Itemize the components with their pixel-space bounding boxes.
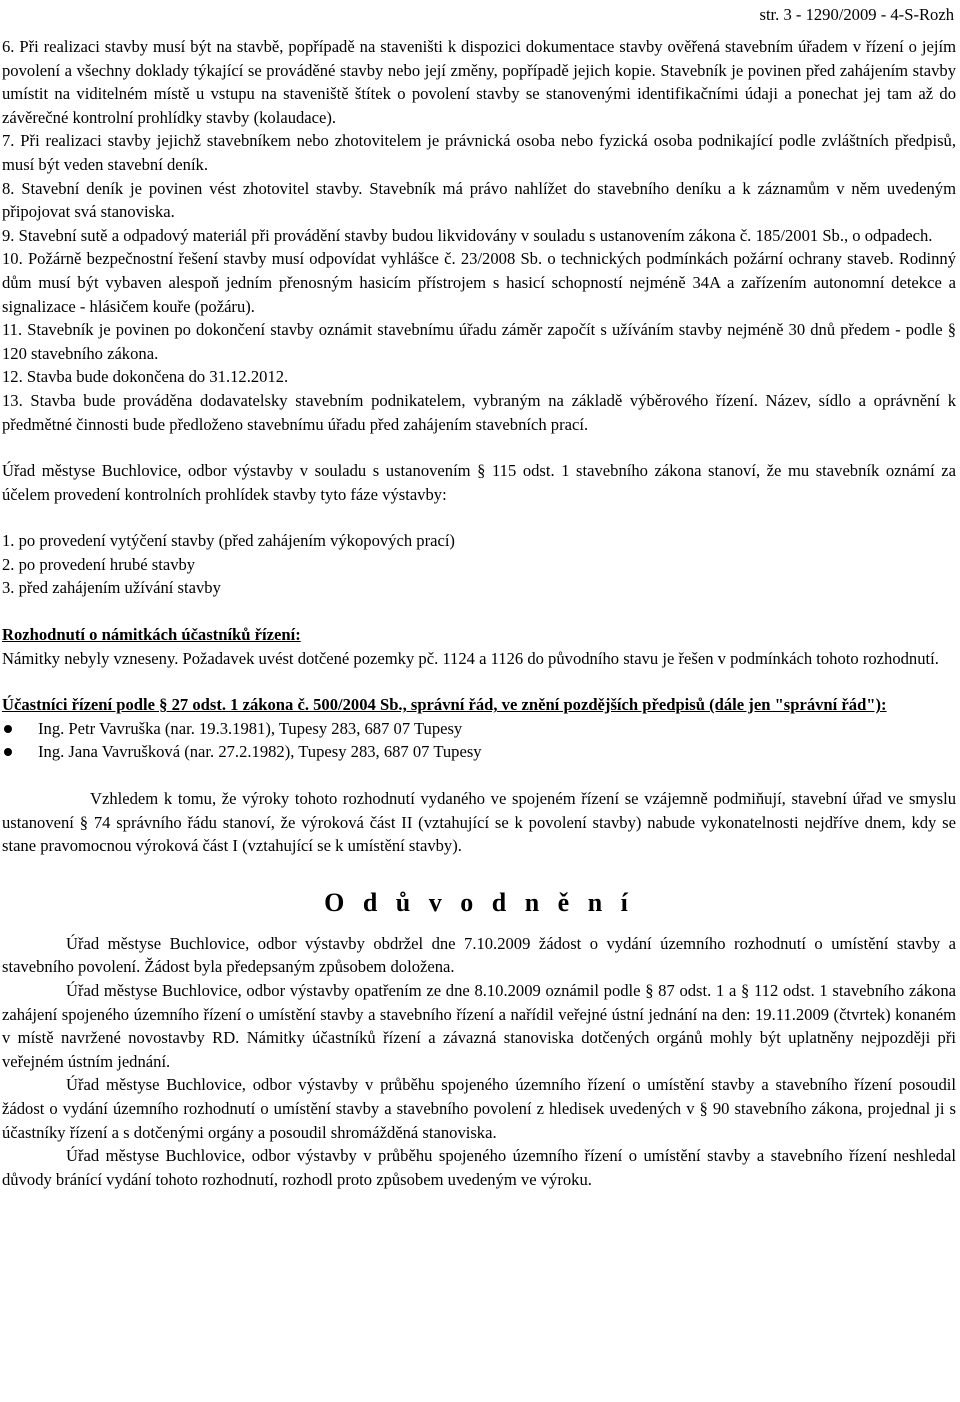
inspection-phase-1: 1. po provedení vytýčení stavby (před zahájením výkopových prací): [2, 531, 455, 551]
participant-item: [2, 717, 956, 741]
reasoning-paragraph: Úřad městyse Buchlovice, odbor výstavby v průběhu spojeného územního řízení o umístění stavby a stavebního řízení neshledal důvody bránící vydání tohoto rozhodnutí, rozhodl proto způsobem uvedeným ve výroku.: [2, 1146, 956, 1189]
reasoning-paragraph: Úřad městyse Buchlovice, odbor výstavby v průběhu spojeného územního řízení o umístění stavby a stavebního řízení posoudil žádost o vydání územního rozhodnutí o umístění stavby a stavebního povolení z hledisek uvedených v § 90 stavebního zákona, projednal ji s účastníky řízení a s dotčenými orgány a posoudil shromážděná stanoviska.: [2, 1075, 956, 1142]
condition-8: 8. Stavební deník je povinen vést zhotovitel stavby. Stavebník má právo nahlížet do stavebního deníku a k záznamům v něm uvedeným připojovat svá stanoviska.: [2, 178, 956, 222]
document-body: [2, 35, 956, 1191]
bullet-icon: [4, 725, 12, 733]
condition-7: 7. Při realizaci stavby jejichž stavebníkem nebo zhotovitelem je právnická osoba nebo fyzická osoba podnikající podle zvláštních předpisů, musí být veden stavební deník.: [2, 131, 956, 174]
condition-10: 10. Požárně bezpečnostní řešení stavby musí odpovídat vyhlášce č. 23/2008 Sb. o technických podmínkách požární ochrany staveb. Rodinný dům musí být vybaven alespoň jedním přenosným hasicím přístrojem s hasicí schopností nejméně 34A a zařízením autonomní detekce a signalizace - hlásičem kouře (požáru).: [2, 249, 956, 316]
condition-12: 12. Stavba bude dokončena do 31.12.2012.: [2, 367, 289, 387]
participant-item: [2, 740, 956, 764]
inspection-intro: Úřad městyse Buchlovice, odbor výstavby v souladu s ustanovením § 115 odst. 1 stavebního zákona stanoví, že mu stavebník oznámí za účelem provedení kontrolních prohlídek stavby tyto fáze výstavby:: [2, 461, 956, 504]
participant-name: Ing. Petr Vavruška (nar. 19.3.1981), Tupesy 283, 687 07 Tupesy: [38, 718, 463, 738]
page-header-reference: str. 3 - 1290/2009 - 4-S-Rozh: [759, 5, 954, 24]
objections-heading: Rozhodnutí o námitkách účastníků řízení:: [2, 625, 301, 645]
condition-13: 13. Stavba bude prováděna dodavatelsky stavebním podnikatelem, vybraným na základě výběrového řízení. Název, sídlo a oprávnění k předmětné činnosti bude předloženo stavebnímu úřadu před zahájením stavebních prací.: [2, 390, 956, 434]
condition-11: 11. Stavebník je povinen po dokončení stavby oznámit stavebnímu úřadu záměr započít s užíváním stavby nejméně 30 dnů předem - podle § 120 stavebního zákona.: [2, 320, 956, 363]
participant-name: Ing. Jana Vavrušková (nar. 27.2.1982), Tupesy 283, 687 07 Tupesy: [38, 742, 482, 762]
reasoning-title: O d ů v o d n ě n í: [324, 887, 634, 917]
objections-text: Námitky nebyly vzneseny. Požadavek uvést dotčené pozemky pč. 1124 a 1126 do původního stavu je řešen v podmínkách tohoto rozhodnutí.: [2, 648, 939, 668]
enforceability-paragraph: Vzhledem k tomu, že výroky tohoto rozhodnutí vydaného ve spojeném řízení se vzájemně podmiňují, stavební úřad ve smyslu ustanovení § 74 správního řádu stanoví, že výroková část II (vztahující se k povolení stavby) nabude vykonatelnosti nejdříve dnem, kdy se stane pravomocnou výroková část I (vztahující se k umístění stavby).: [2, 789, 956, 856]
inspection-phase-2: 2. po provedení hrubé stavby: [2, 554, 196, 574]
participants-heading: Účastníci řízení podle § 27 odst. 1 zákona č. 500/2004 Sb., správní řád, ve znění pozdějších předpisů (dále jen "správní řád"):: [2, 695, 887, 715]
bullet-icon: [4, 748, 12, 756]
inspection-phase-3: 3. před zahájením užívání stavby: [2, 578, 221, 598]
participants-list: [2, 717, 956, 764]
condition-6: 6. Při realizaci stavby musí být na stavbě, popřípadě na staveništi k dispozici dokumentace stavby ověřená stavebním úřadem v řízení o jejím povolení a všechny doklady týkající se prováděné stavby nebo její změny, popřípadě jejich kopie. Stavebník je povinen před zahájením stavby umístit na viditelném místě u vstupu na staveniště štítek o povolení stavby se stanovenými identifikačními údaji a ponechat jej tam až do závěrečné kontrolní prohlídky stavby (kolaudace).: [2, 37, 956, 127]
reasoning-paragraph: Úřad městyse Buchlovice, odbor výstavby obdržel dne 7.10.2009 žádost o vydání územního rozhodnutí o umístění stavby a stavebního povolení. Žádost byla předepsaným způsobem doložena.: [2, 933, 956, 977]
reasoning-paragraph: Úřad městyse Buchlovice, odbor výstavby opatřením ze dne 8.10.2009 oznámil podle § 87 odst. 1 a § 112 odst. 1 stavebního zákona zahájení spojeného územního řízení o umístění stavby a stavebního řízení a nařídil veřejné ústní jednání na den: 19.11.2009 (čtvrtek) konaném v místě navržené novostavby RD. Námitky účastníků řízení a závazná stanoviska dotčených orgánů mohly být uplatněny nejpozději při veřejném ústním jednání.: [2, 981, 956, 1071]
condition-9: 9. Stavební sutě a odpadový materiál při provádění stavby budou likvidovány v souladu s ustanovením zákona č. 185/2001 Sb., o odpadech.: [2, 225, 933, 245]
